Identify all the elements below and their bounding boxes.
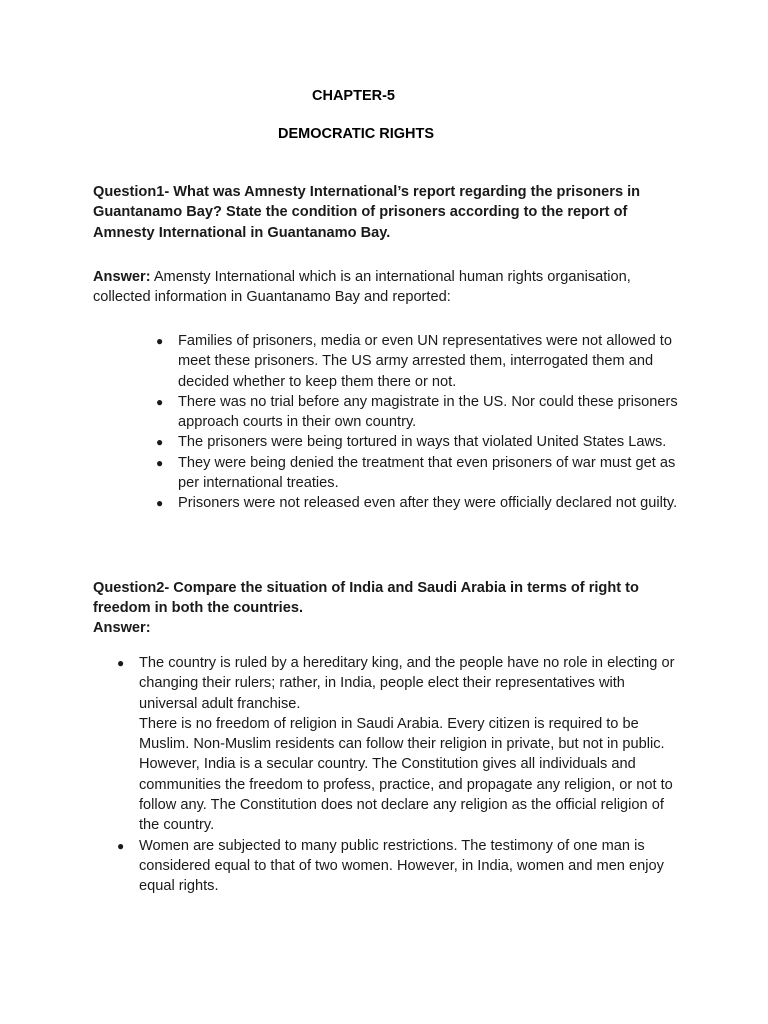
- list-item-text: There was no trial before any magistrate in the US. Nor could these prisoners approach courts in their own country.: [178, 393, 678, 431]
- list-item-continuation: There is no freedom of religion in Saudi Arabia. Every citizen is required to be Muslim. Non-Muslim residents can follow their religion in private, but not in public. However, India is a secular country. The Constitution gives all individuals and communities the freedom to profess, practice, and propagate any religion, or not to follow any. The Constitution does not declare any religion as the official religion of the country.: [139, 715, 673, 834]
- bullet-icon: ●: [156, 455, 164, 470]
- answer-1-text: Amensty International which is an international human rights organisation, collected information in Guantanamo Bay and reported:: [93, 269, 631, 306]
- bullet-icon: ●: [117, 838, 125, 853]
- bullet-icon: ●: [156, 435, 164, 450]
- chapter-title: DEMOCRATIC RIGHTS: [278, 126, 435, 142]
- list-item-text: The country is ruled by a hereditary king, and the people have no role in electing or changing their rulers; rather, in India, people elect their representatives with universal adult franchise.: [139, 655, 675, 712]
- question-1: Question1- What was Amnesty International’s report regarding the prisoners in Guantanamo Bay? State the condition of prisoners according to the report of Amnesty International in Guantanamo Bay.: [93, 184, 641, 241]
- question-2: Question2- Compare the situation of India and Saudi Arabia in terms of right to freedom in both the countries.: [93, 580, 639, 617]
- list-item-text: The prisoners were being tortured in ways that violated United States Laws.: [178, 434, 667, 451]
- answer-2-list: [117, 653, 679, 897]
- answer-1-list: [156, 331, 678, 514]
- bullet-icon: ●: [156, 496, 164, 511]
- answer-1-label: Answer:: [93, 269, 151, 285]
- list-item-text: Women are subjected to many public restrictions. The testimony of one man is considered equal to that of two women. However, in India, women and men enjoy equal rights.: [139, 837, 664, 895]
- bullet-icon: ●: [117, 656, 125, 670]
- list-item: [156, 493, 678, 513]
- list-item: [117, 836, 679, 897]
- list-item: [156, 392, 678, 433]
- answer-1: [93, 267, 683, 308]
- list-item-text: Prisoners were not released even after they were officially declared not guilty.: [178, 495, 678, 512]
- bullet-icon: ●: [156, 334, 164, 348]
- list-item: [156, 453, 678, 494]
- list-item: [156, 331, 678, 392]
- list-item-text: Families of prisoners, media or even UN representatives were not allowed to meet these prisoners. The US army arrested them, interrogated them and decided whether to keep them there or not.: [178, 333, 672, 390]
- list-item: [117, 653, 679, 836]
- answer-2-label: Answer:: [93, 620, 151, 636]
- bullet-icon: ●: [156, 394, 164, 409]
- list-item-text: They were being denied the treatment that even prisoners of war must get as per international treaties.: [178, 454, 676, 492]
- list-item: [156, 432, 678, 452]
- chapter-heading: CHAPTER-5: [312, 88, 395, 104]
